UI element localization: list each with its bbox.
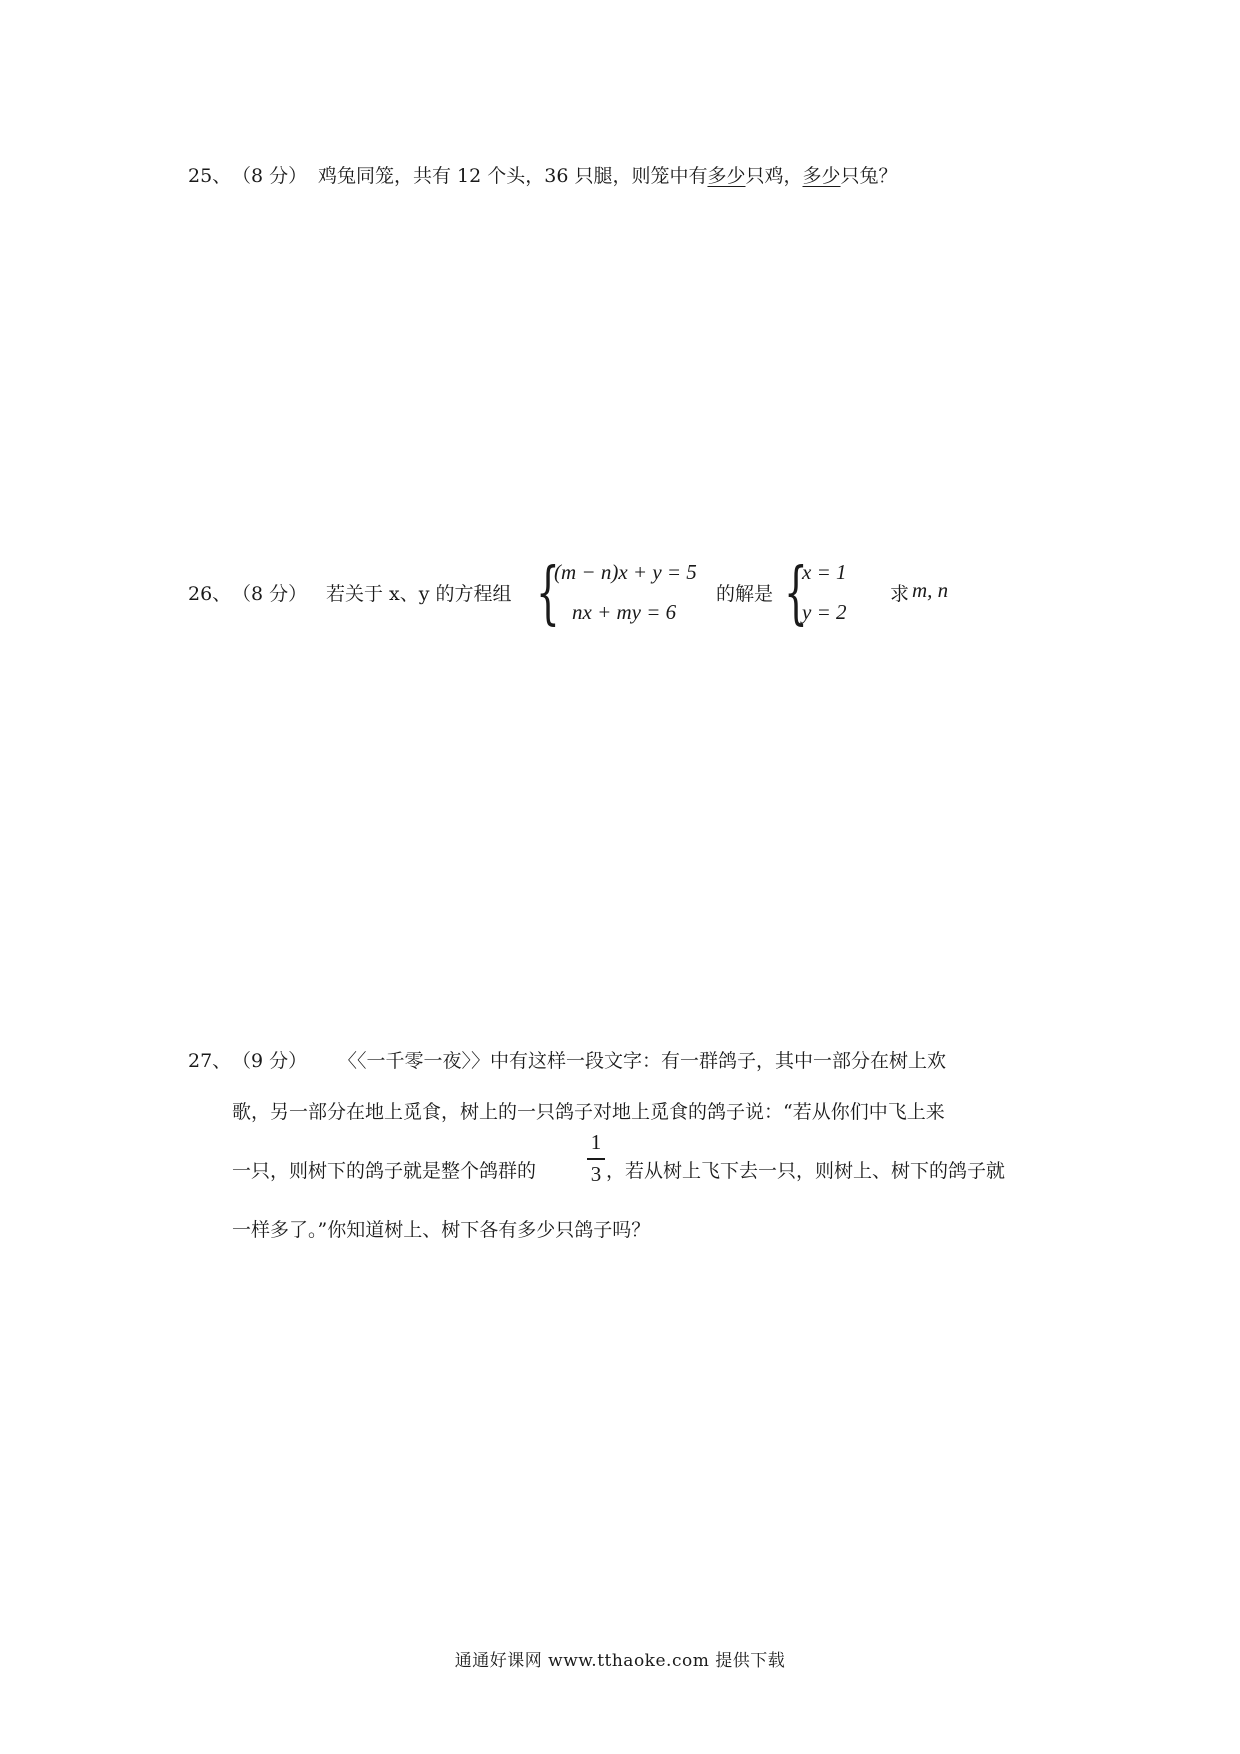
q26-solution-2: y = 2 [802, 600, 847, 624]
q25-text-a: 鸡兔同笼，共有 12 个头，36 只腿，则笼中有 [318, 165, 708, 187]
q27-number: 27、 [188, 1050, 232, 1072]
q26-number: 26、 [188, 583, 232, 605]
q25-underline-1: 多少 [707, 165, 746, 187]
q27-line-4: 一样多了。”你知道树上、树下各有多少只鸽子吗？ [232, 1219, 651, 1241]
q25-underline-2: 多少 [802, 165, 841, 187]
page-footer: 通通好课网 www.tthaoke.com 提供下载 [454, 1651, 786, 1671]
q27-fraction-bar [587, 1158, 605, 1160]
q26-equation-1: (m − n)x + y = 5 [554, 560, 697, 584]
q25-score: （8 分） [232, 165, 308, 187]
q27-line-2: 歌，另一部分在地上觅食，树上的一只鸽子对地上觅食的鸽子说：“若从你们中飞上来 [232, 1101, 945, 1123]
q26-equation-2: nx + my = 6 [572, 600, 677, 624]
q26-text-a: 若关于 x、y 的方程组 [326, 583, 512, 605]
q26-target-vars: m, n [912, 578, 949, 602]
q27-line-3b: ，若从树上飞下去一只，则树上、树下的鸽子就 [606, 1160, 1006, 1182]
q25-number: 25、 [188, 165, 232, 187]
q26-text-c: 求 [890, 583, 910, 605]
q25-text-c: 只鸡， [745, 165, 803, 187]
q25-text [318, 162, 898, 190]
q27-fraction-denominator: 3 [590, 1162, 602, 1186]
q26-system-brace: { [536, 554, 560, 633]
q26-text-b: 的解是 [716, 583, 774, 605]
q25-text-e: 只兔？ [840, 165, 898, 187]
q27-fraction-numerator: 1 [590, 1130, 602, 1154]
q26-solution-1: x = 1 [802, 560, 847, 584]
q27-line-3a: 一只，则树下的鸽子就是整个鸽群的 [232, 1160, 537, 1182]
q26-score: （8 分） [232, 583, 308, 605]
q27-line-1: 〈〈一千零一夜〉〉中有这样一段文字：有一群鸽子，其中一部分在树上欢 [338, 1050, 947, 1072]
q27-score: （9 分） [232, 1050, 308, 1072]
q26-solution-brace: { [784, 554, 808, 633]
